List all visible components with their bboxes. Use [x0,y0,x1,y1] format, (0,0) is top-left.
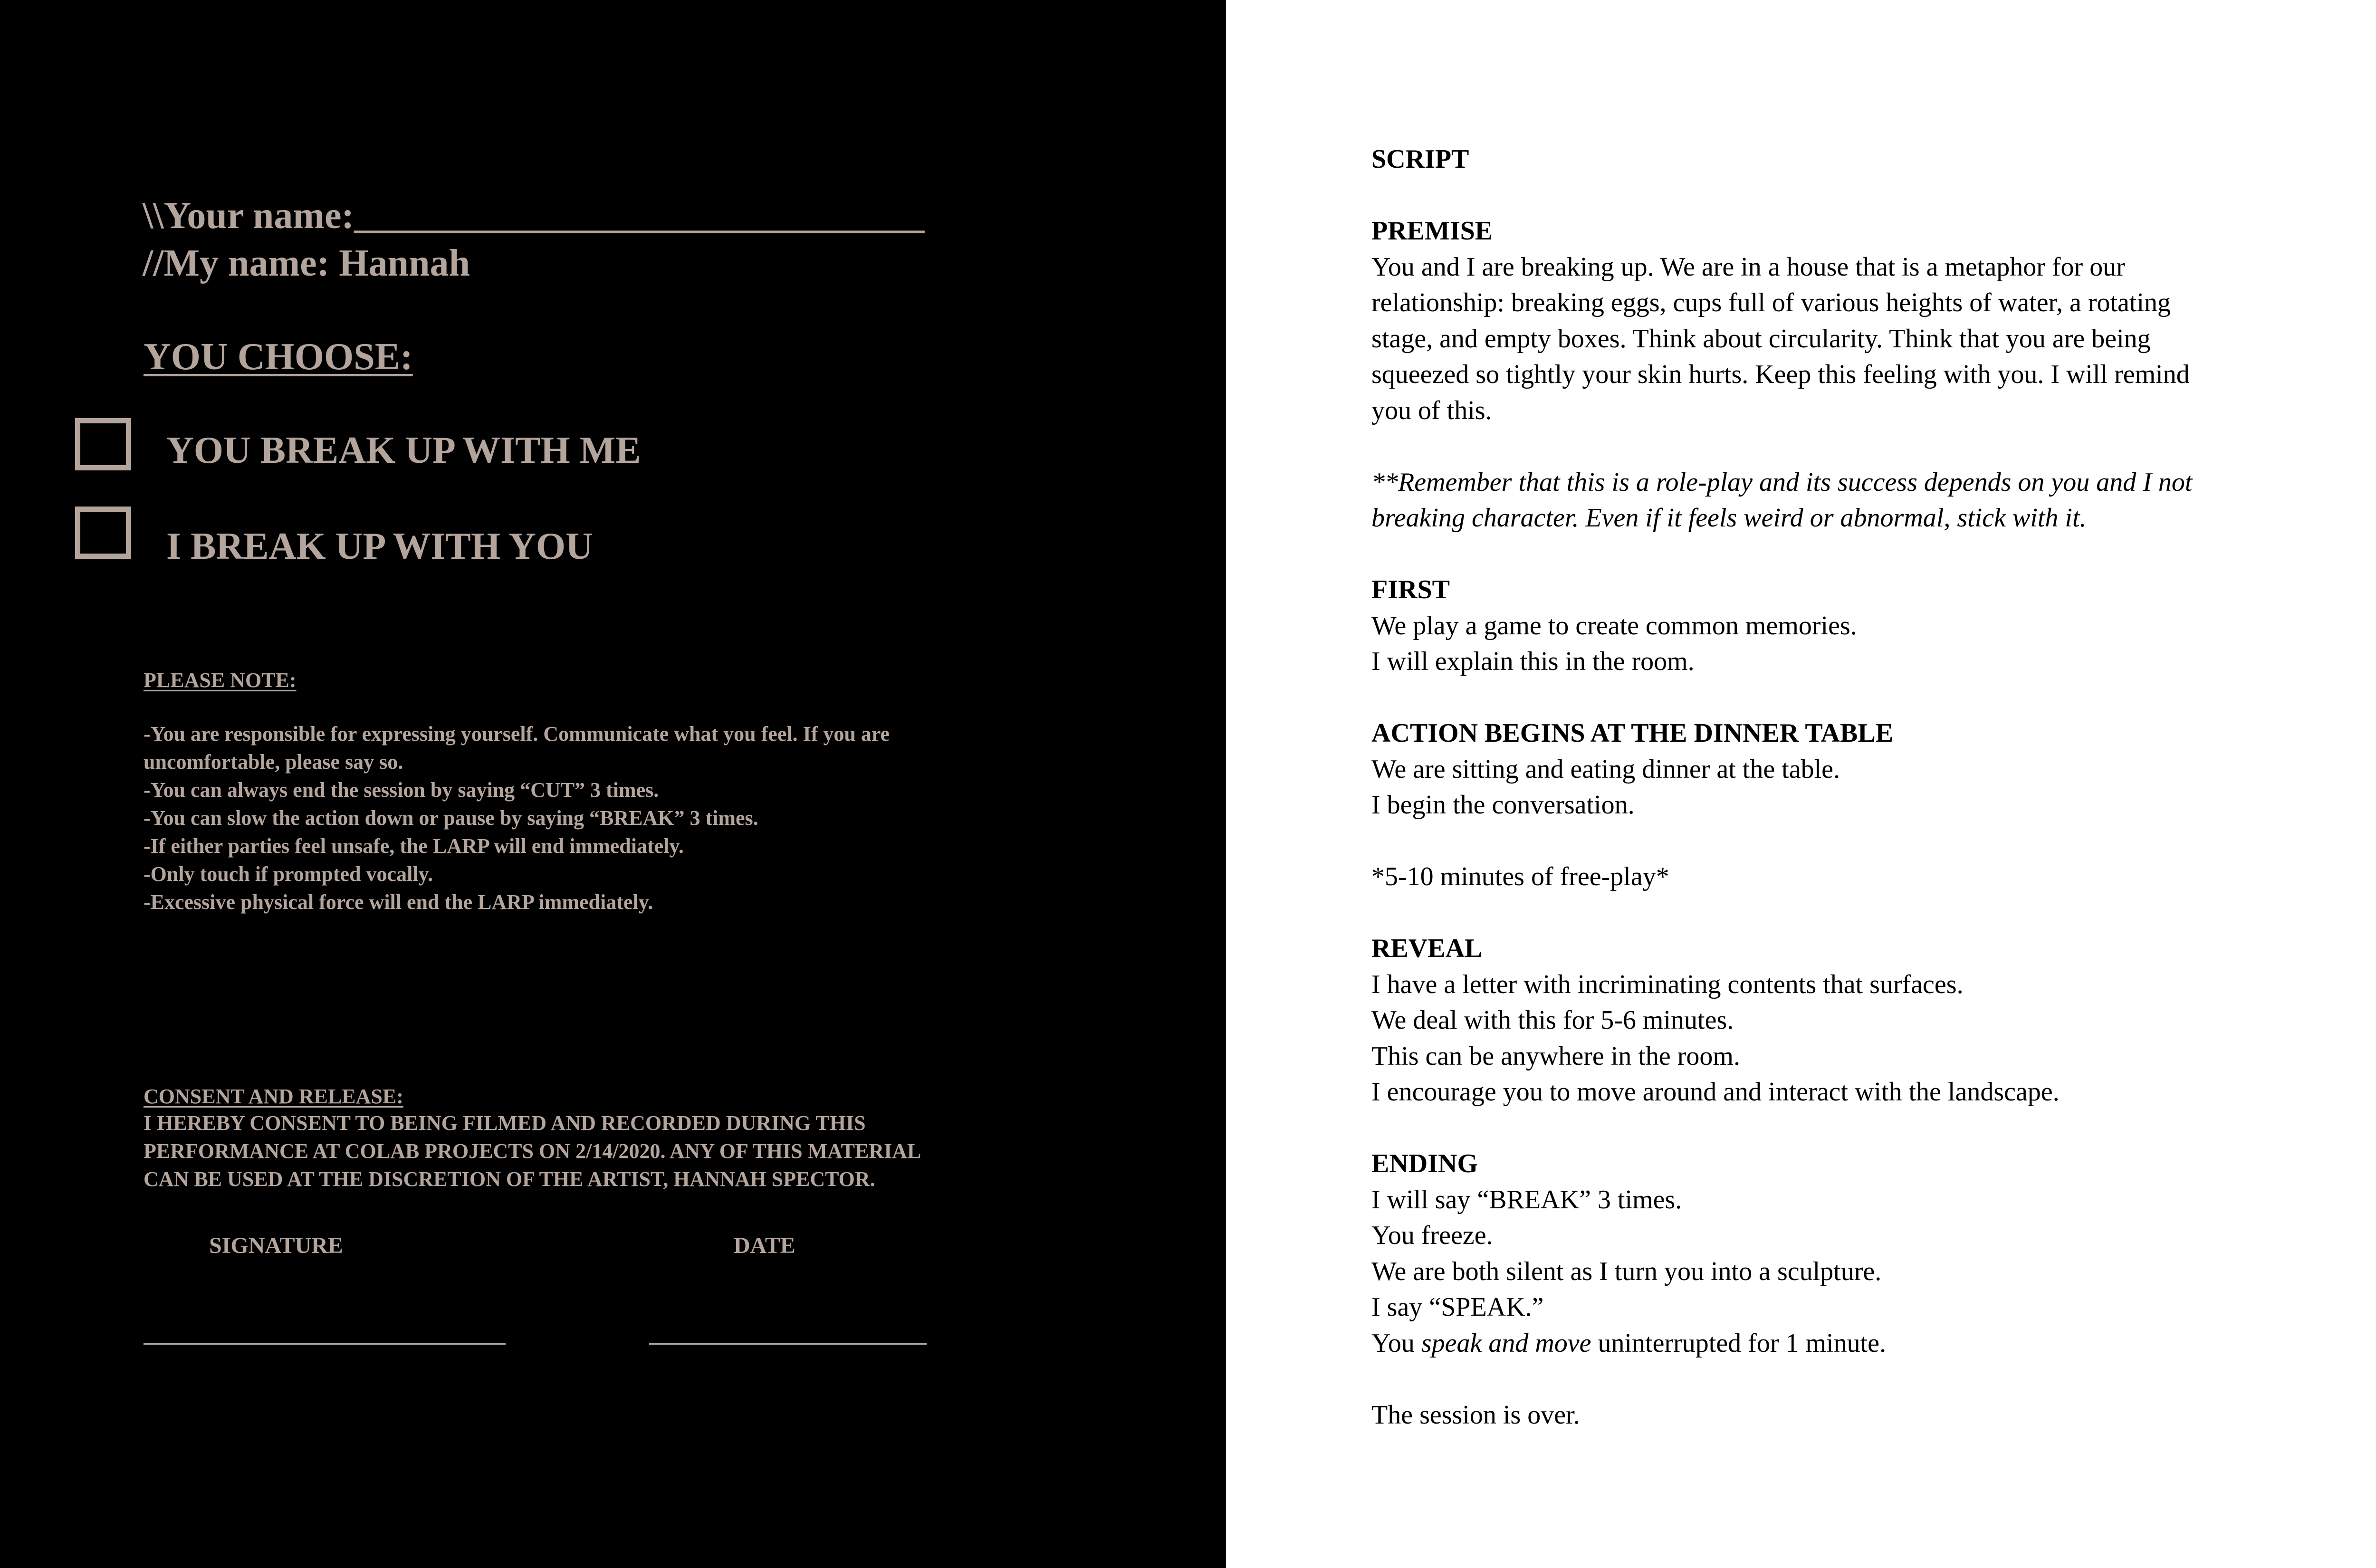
note-line: -If either parties feel unsafe, the LARP will end immediately. [144,834,684,858]
note-line: -You are responsible for expressing yourself. Communicate what you feel. If you are [144,722,890,746]
please-note-heading: PLEASE NOTE: [144,669,297,692]
note-line: uncomfortable, please say so. [144,750,403,774]
date-label: DATE [734,1233,795,1258]
reveal-heading: REVEAL [1371,934,1483,963]
option-checkbox-i-break-up[interactable] [75,507,131,559]
option-checkbox-you-break-up[interactable] [75,418,131,470]
script-panel [1226,0,2376,1568]
you-choose-heading: YOU CHOOSE: [144,336,413,378]
your-name-blank[interactable]: ______________________________ [354,195,925,237]
closing-line: The session is over. [1371,1400,1580,1430]
ending-line [1371,1326,2376,1362]
premise-line: You and I are breaking up. We are in a house that is a metaphor for our [1371,252,2125,282]
premise-line: squeezed so tightly your skin hurts. Keep this feeling with you. I will remind [1371,360,2190,389]
consent-line: PERFORMANCE AT COLAB PROJECTS ON 2/14/2020. ANY OF THIS MATERIAL [144,1139,921,1163]
action-heading: ACTION BEGINS AT THE DINNER TABLE [1371,718,1894,748]
ending-line: I will say “BREAK” 3 times. [1371,1185,1682,1214]
first-line: I will explain this in the room. [1371,647,1695,676]
note-line: -Only touch if prompted vocally. [144,862,433,886]
please-note-list [144,720,890,916]
reveal-line: I have a letter with incriminating contents that surfaces. [1371,969,1964,999]
note-line: -You can slow the action down or pause by saying “BREAK” 3 times. [144,806,758,830]
option-label-you-break-up: YOU BREAK UP WITH ME [166,430,641,471]
reminder-text: **Remember that this is a role-play and its success depends on you and I not [1371,467,2193,497]
reveal-line: I encourage you to move around and interact with the landscape. [1371,1077,2060,1107]
reminder-line [1371,465,2376,501]
ending-italic-text: speak and move [1421,1328,1591,1358]
reminder-line [1371,500,2376,536]
premise-line: you of this. [1371,395,1492,425]
my-name-line: //My name: Hannah [143,242,470,284]
ending-text: You [1371,1328,1421,1358]
ending-line: You freeze. [1371,1221,1493,1250]
consent-heading: CONSENT AND RELEASE: [144,1085,403,1108]
first-heading: FIRST [1371,575,1450,604]
signature-label: SIGNATURE [209,1233,343,1258]
consent-text [144,1109,921,1193]
ending-text: uninterrupted for 1 minute. [1591,1328,1887,1358]
your-name-label: \\Your name: [143,195,354,237]
premise-line: relationship: breaking eggs, cups full of various heights of water, a rotating [1371,288,2171,317]
your-name-line [143,192,924,239]
premise-heading: PREMISE [1371,216,1493,246]
free-play-note: *5-10 minutes of free-play* [1371,862,1669,891]
consent-line: I HEREBY CONSENT TO BEING FILMED AND RECORDED DURING THIS [144,1111,866,1135]
ending-line: I say “SPEAK.” [1371,1292,1544,1322]
reveal-line: We deal with this for 5-6 minutes. [1371,1005,1734,1035]
reveal-line: This can be anywhere in the room. [1371,1041,1740,1071]
option-label-i-break-up: I BREAK UP WITH YOU [166,526,593,567]
reminder-text: breaking character. Even if it feels weird or abnormal, stick with it. [1371,503,2087,533]
ending-line: We are both silent as I turn you into a sculpture. [1371,1256,1882,1286]
script-title: SCRIPT [1371,144,1469,174]
action-line: We are sitting and eating dinner at the table. [1371,754,1840,784]
script-text [1371,142,2376,1433]
note-line: -You can always end the session by saying “CUT” 3 times. [144,778,659,802]
signature-field[interactable] [144,1343,506,1345]
consent-line: CAN BE USED AT THE DISCRETION OF THE ARTIST, HANNAH SPECTOR. [144,1167,875,1191]
premise-line: stage, and empty boxes. Think about circularity. Think that you are being [1371,324,2151,354]
first-line: We play a game to create common memories. [1371,611,1857,641]
action-line: I begin the conversation. [1371,790,1635,820]
date-field[interactable] [649,1343,927,1345]
ending-heading: ENDING [1371,1149,1478,1178]
note-line: -Excessive physical force will end the LARP immediately. [144,890,653,914]
